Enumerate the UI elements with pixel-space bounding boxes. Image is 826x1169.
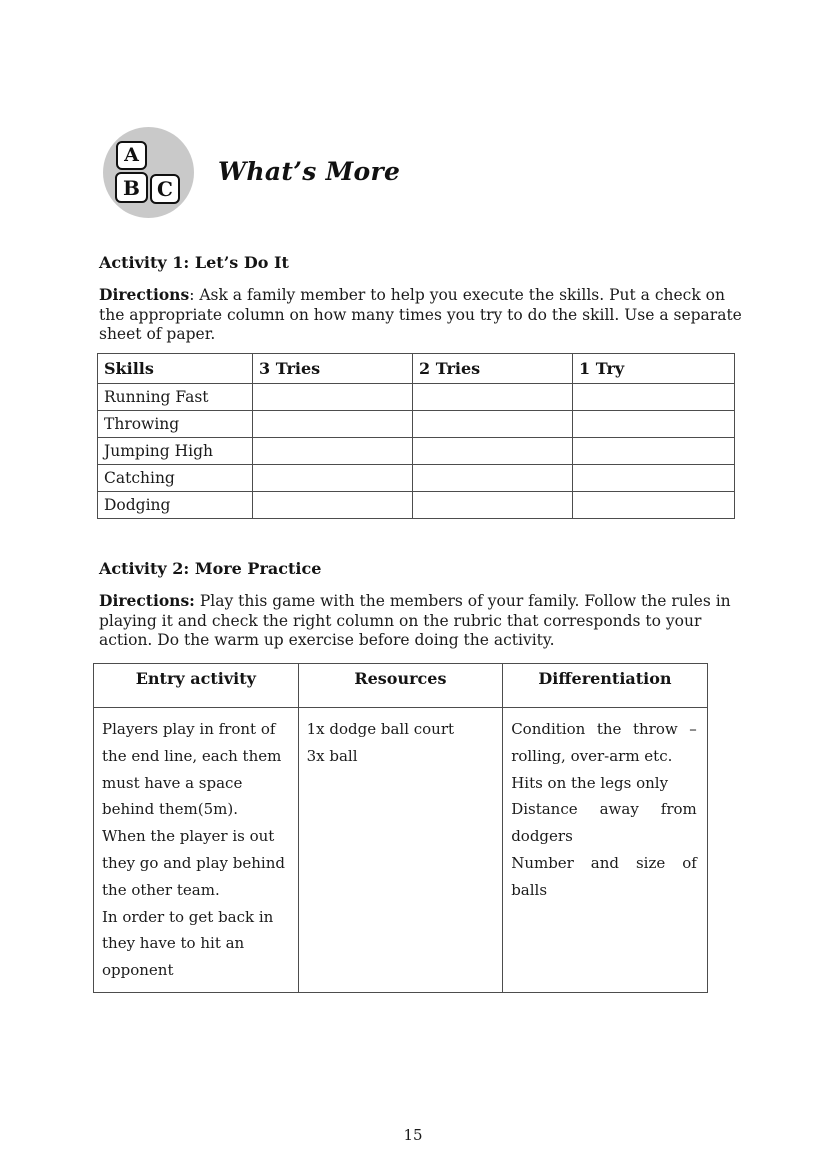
- block-letter: A: [124, 144, 139, 166]
- column-header-resources: Resources: [298, 664, 503, 708]
- page-number: 15: [403, 1126, 423, 1144]
- check-cell: [253, 411, 413, 438]
- check-cell: [253, 465, 413, 492]
- differentiation-text: Number and size of balls: [511, 853, 697, 899]
- skill-cell: Running Fast: [98, 384, 253, 411]
- differentiation-text: Condition the throw – rolling, over-arm etc.: [511, 720, 697, 765]
- resources-text: 1x dodge ball court: [306, 720, 455, 738]
- check-cell: [573, 492, 735, 519]
- rubric-table-header-row: [94, 664, 708, 708]
- abc-block-b: [115, 172, 148, 203]
- activity1-directions: [99, 285, 747, 345]
- table-row: [98, 438, 735, 465]
- check-cell: [413, 492, 573, 519]
- directions-label: Directions:: [99, 591, 195, 610]
- skill-cell: Jumping High: [98, 438, 253, 465]
- check-cell: [253, 492, 413, 519]
- activity2-title: Activity 2: More Practice: [99, 559, 322, 578]
- table-row: [98, 411, 735, 438]
- page-title: What’s More: [218, 157, 401, 186]
- skill-cell: Dodging: [98, 492, 253, 519]
- check-cell: [573, 411, 735, 438]
- resources-text: 3x ball: [306, 746, 358, 765]
- check-cell: [573, 384, 735, 411]
- differentiation-cell: [503, 708, 708, 993]
- directions-text: Play this game with the members of your family. Follow the rules in playing it and check the right column on the rubric that corresponds to your action. Do the warm up exercise before doing the activity.: [99, 592, 731, 649]
- differentiation-text: Distance away from dodgers: [511, 800, 697, 846]
- column-header-differentiation: Differentiation: [503, 664, 708, 708]
- check-cell: [413, 384, 573, 411]
- activity2-section: [99, 559, 747, 651]
- directions-label: Directions: [99, 285, 190, 304]
- skills-table-header-row: [98, 354, 735, 384]
- abc-block-c: [150, 174, 180, 204]
- check-cell: [573, 438, 735, 465]
- entry-activity-cell: [94, 708, 299, 993]
- column-header-2-tries: 2 Tries: [413, 354, 573, 384]
- check-cell: [253, 384, 413, 411]
- activity1-title: Activity 1: Let’s Do It: [99, 253, 289, 272]
- column-header-skills: Skills: [98, 354, 253, 384]
- abc-blocks-icon: [103, 127, 194, 218]
- column-header-entry-activity: Entry activity: [94, 664, 299, 708]
- check-cell: [413, 465, 573, 492]
- activity2-directions: [99, 591, 747, 651]
- entry-activity-text: Players play in front of the end line, each them must have a space behind them(5m).: [102, 720, 282, 819]
- check-cell: [253, 438, 413, 465]
- check-cell: [413, 411, 573, 438]
- resources-cell: [298, 708, 503, 993]
- skill-cell: Throwing: [98, 411, 253, 438]
- block-letter: C: [157, 177, 173, 201]
- check-cell: [413, 438, 573, 465]
- check-cell: [573, 465, 735, 492]
- column-header-1-try: 1 Try: [573, 354, 735, 384]
- block-letter: B: [123, 175, 140, 200]
- entry-activity-text: In order to get back in they have to hit an opponent: [102, 907, 274, 980]
- skill-cell: Catching: [98, 465, 253, 492]
- entry-activity-text: When the player is out they go and play behind the other team.: [102, 827, 285, 899]
- activity1-section: [99, 253, 747, 345]
- directions-text: : Ask a family member to help you execute the skills. Put a check on the appropriate column on how many times you try to do the skill. Use a separate sheet of paper.: [99, 286, 742, 343]
- abc-block-a: [116, 141, 147, 170]
- rubric-table: [93, 663, 708, 993]
- rubric-table-body-row: [94, 708, 708, 993]
- table-row: [98, 492, 735, 519]
- table-row: [98, 465, 735, 492]
- column-header-3-tries: 3 Tries: [253, 354, 413, 384]
- differentiation-text: Hits on the legs only: [511, 773, 669, 792]
- skills-table: [97, 353, 735, 519]
- table-row: [98, 384, 735, 411]
